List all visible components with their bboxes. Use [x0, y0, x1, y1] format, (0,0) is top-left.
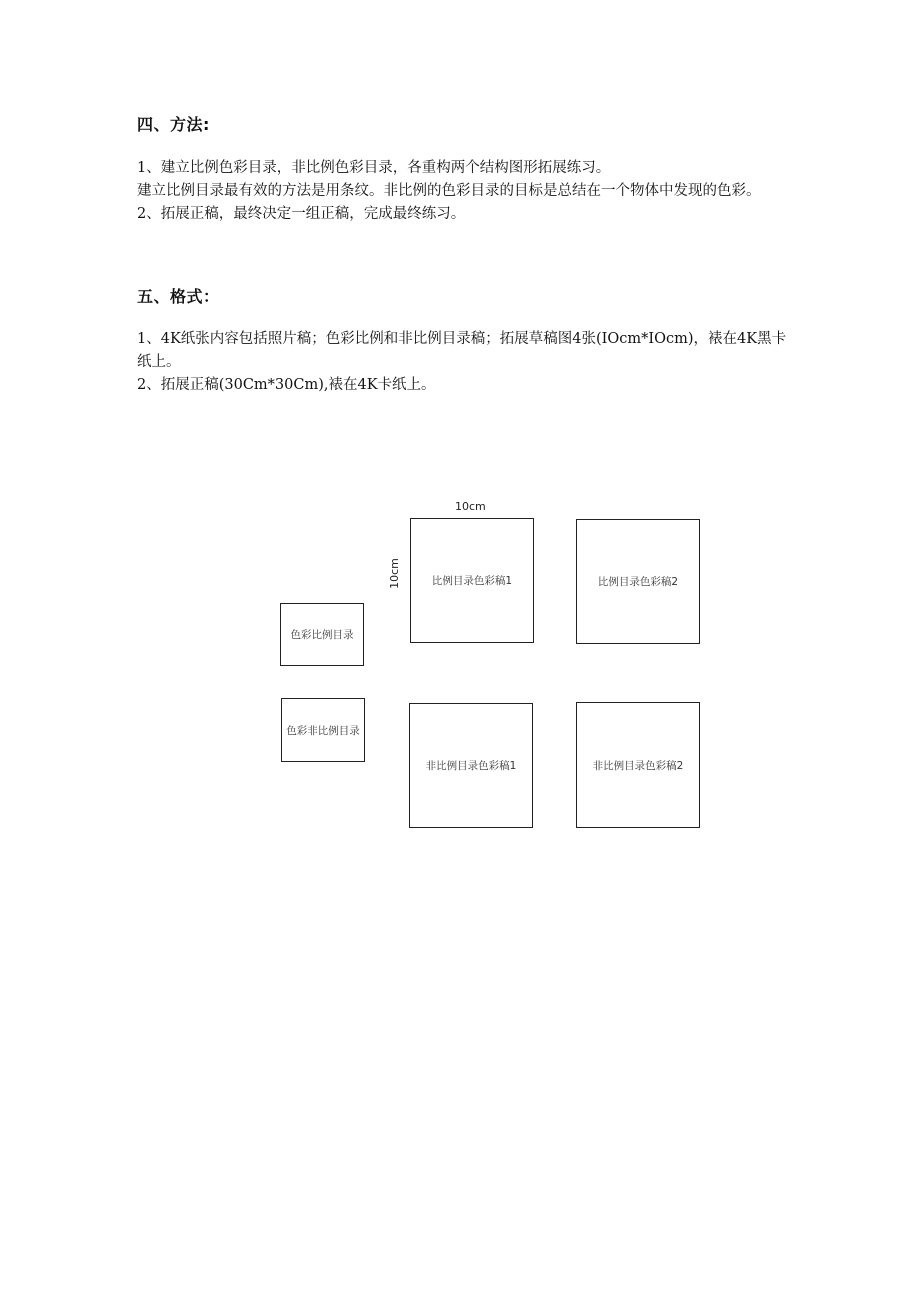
nonratio-draft-1-label: 非比例目录色彩稿1 — [425, 760, 517, 772]
height-dimension-label: 10cm — [387, 558, 401, 589]
nonratio-draft-2-box — [576, 702, 700, 828]
section-4-line-2: 建立比例目录最有效的方法是用条纹。非比例的色彩目录的目标是总结在一个物体中发现的色彩。 — [137, 183, 761, 199]
color-nonratio-catalog-box — [281, 698, 365, 762]
nonratio-draft-1-box — [409, 703, 533, 828]
width-dimension-label: 10cm — [455, 500, 486, 513]
section-4-line-3: 2、拓展正稿，最终决定一组正稿，完成最终练习。 — [137, 206, 466, 222]
section-4-body — [137, 157, 787, 226]
section-4-line-1: 1、建立比例色彩目录，非比例色彩目录，各重构两个结构图形拓展练习。 — [137, 160, 611, 176]
section-4-heading: 四、方法: — [137, 115, 210, 134]
section-5-line-2: 2、拓展正稿(30Cm*30Cm),裱在4K卡纸上。 — [137, 377, 436, 393]
section-5-body — [137, 328, 787, 397]
color-nonratio-catalog-label: 色彩非比例目录 — [286, 724, 360, 737]
color-ratio-catalog-label: 色彩比例目录 — [290, 629, 354, 641]
ratio-draft-2-label: 比例目录色彩稿2 — [597, 576, 679, 588]
section-5-line-1: 1、4K纸张内容包括照片稿；色彩比例和非比例目录稿；拓展草稿图4张(IOcm*IOcm)，裱在4K黑卡纸上。 — [137, 331, 787, 370]
color-ratio-catalog-box — [280, 603, 364, 666]
section-5-heading: 五、格式： — [137, 287, 220, 306]
nonratio-draft-2-label: 非比例目录色彩稿2 — [592, 759, 684, 772]
ratio-draft-1-label: 比例目录色彩稿1 — [431, 575, 513, 587]
ratio-draft-1-box — [410, 518, 534, 643]
ratio-draft-2-box — [576, 519, 700, 644]
